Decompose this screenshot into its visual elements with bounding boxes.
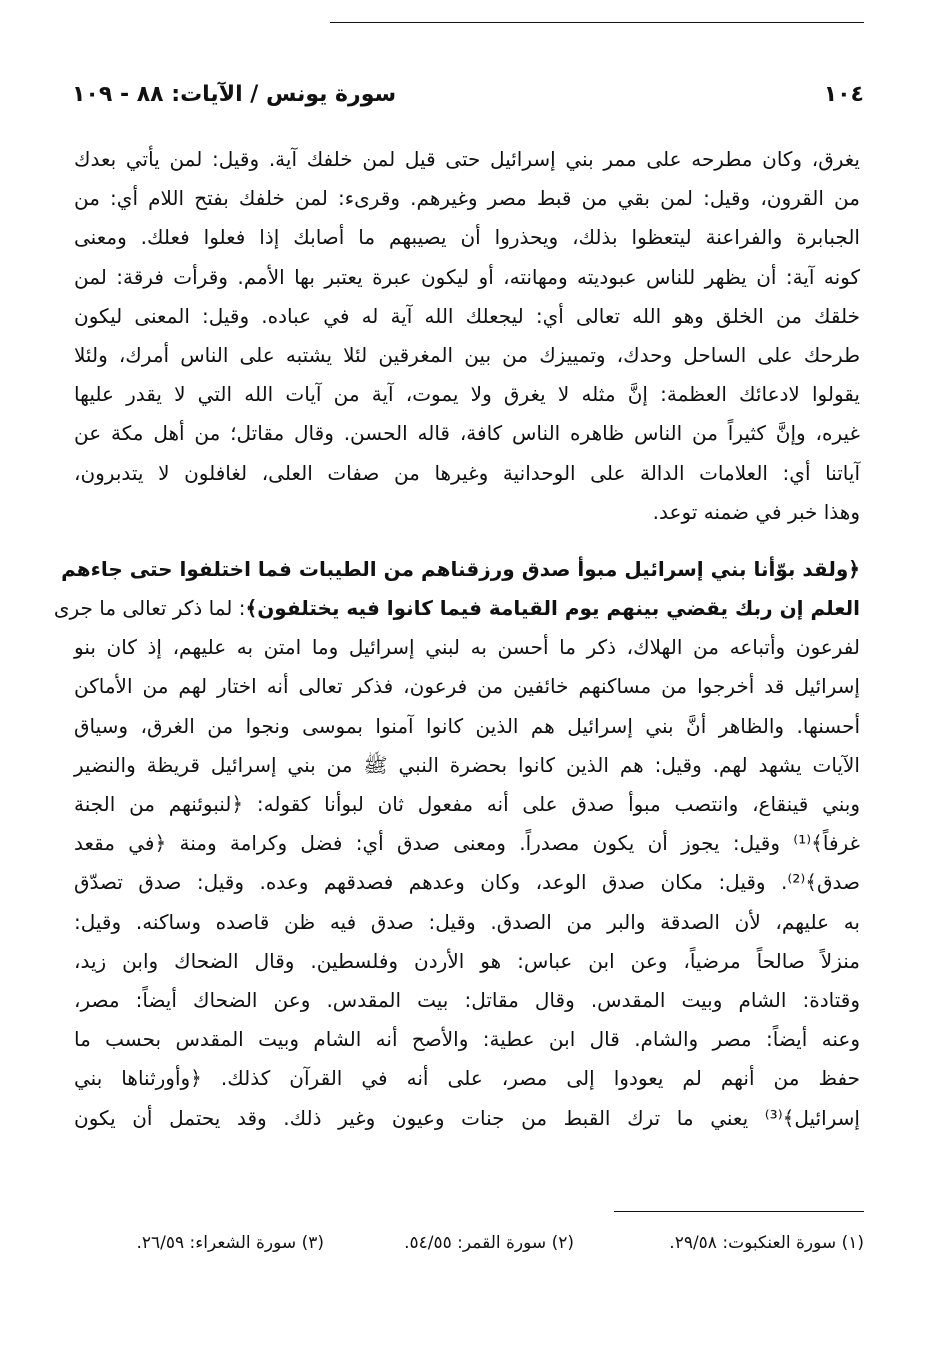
text-line: طرحك على الساحل وحدك، وتمييزك من بين المغرقين لئلا يشتبه على الناس أمرك، ولئلا bbox=[74, 342, 860, 367]
text-line: إسرائيل﴾⁽³⁾ يعني ما ترك القبط من جنات وعيون وغير ذلك. وقد يحتمل أن يكون bbox=[74, 1105, 860, 1130]
text-line: وبني قينقاع، وانتصب مبوأ صدق على أنه مفعول ثان لبوأنا كقوله: ﴿لنبوئنهم من الجنة bbox=[74, 792, 860, 816]
running-header bbox=[72, 82, 864, 116]
footnotes bbox=[90, 1233, 864, 1263]
text-line: وقتادة: الشام وبيت المقدس. وقال مقاتل: بيت المقدس. وعن الضحاك أيضاً: مصر، bbox=[74, 987, 860, 1012]
text-line: وعنه أيضاً: مصر والشام. قال ابن عطية: والأصح أنه الشام وبيت المقدس بحسب ما bbox=[74, 1027, 860, 1052]
text-line: منزلاً صالحاً مرضياً، وعن ابن عباس: هو الأردن وفلسطين. وقال الضحاك وابن زيد، bbox=[74, 948, 860, 973]
running-title: سورة يونس / الآيات: ٨٨ - ١٠٩ bbox=[72, 82, 397, 107]
text-line: يغرق، وكان مطرحه على ممر بني إسرائيل حتى قيل لمن خلفك آية. وقيل: لمن يأتي بعدك bbox=[74, 147, 860, 171]
text-line: آياتنا أي: العلامات الدالة على الوحدانية وغيرها من صفات العلى، لغافلون لا يتدبرون، bbox=[74, 460, 860, 485]
text-line: به عليهم، لأن الصدقة والبر من الصدق. وقيل: صدق فيه ظن قاصده وساكنه. وقيل: bbox=[74, 909, 860, 934]
text-line: من القرون، وقيل: لمن بقي من قبط مصر وغيرهم. وقرىء: لمن خلفك بفتح اللام أي: من bbox=[74, 186, 860, 211]
main-text bbox=[53, 140, 860, 1138]
text-line: يقولوا لادعائك العظمة: إنَّ مثله لا يغرق ولا يموت، آية من آيات الله التي لا يقدر عليها bbox=[74, 382, 860, 407]
text-line: لفرعون وأتباعه من الهلاك، ذكر ما أحسن به لبني إسرائيل وما امتن به عليهم، إذ كان بنو bbox=[74, 635, 860, 660]
footnote-1: (١) سورة العنكبوت: ٢٩/٥٨. bbox=[669, 1233, 864, 1253]
text-line: أحسنها. والظاهر أنَّ بني إسرائيل هم الذين كانوا آمنوا بموسى ونجوا من الغرق، وسياق bbox=[74, 713, 860, 738]
footnote-2: (٢) سورة القمر: ٥٤/٥٥. bbox=[404, 1233, 574, 1253]
page-number: ١٠٤ bbox=[823, 82, 864, 107]
text-line: كونه آية: أن يظهر للناس عبوديته ومهانته، أو ليكون عبرة يعتبر بها الأمم. وقرأت فرقة: لمن bbox=[74, 264, 860, 289]
header-rule bbox=[330, 22, 864, 23]
footnote-rule bbox=[614, 1211, 864, 1212]
text-line: حفظ من أنهم لم يعودوا إلى مصر، على أنه في القرآن كذلك. ﴿وأورثناها بني bbox=[74, 1066, 860, 1091]
text-line: الآيات يشهد لهم. وقيل: هم الذين كانوا بحضرة النبي ﷺ من بني إسرائيل قريظة والنضير bbox=[74, 752, 860, 777]
text-line: صدق﴾⁽²⁾. وقيل: مكان صدق الوعد، وكان وعدهم فصدقهم وعده. وقيل: صدق تصدّق bbox=[74, 870, 860, 895]
footnote-3: (٣) سورة الشعراء: ٢٦/٥٩. bbox=[136, 1233, 324, 1253]
verse-line: ﴿ولقد بوّأنا بني إسرائيل مبوأ صدق ورزقناهم من الطيبات فما اختلفوا حتى جاءهم bbox=[61, 556, 860, 581]
text-line: غيره، وإنَّ كثيراً من الناس ظاهره الناس كافة، قاله الحسن. وقال مقاتل؛ من أهل مكة عن bbox=[74, 421, 860, 446]
text-line: إسرائيل قد أخرجوا من مساكنهم خائفين من فرعون، فذكر تعالى أنه اختار لهم من الأماكن bbox=[74, 674, 860, 699]
verse-line-2 bbox=[53, 589, 860, 628]
text-line: وهذا خبر في ضمنه توعد. bbox=[652, 499, 860, 524]
paragraph-gap bbox=[74, 532, 860, 550]
verse-text: العلم إن ربك يقضي بينهم يوم القيامة فيما كانوا فيه يختلفون﴾ bbox=[245, 596, 860, 621]
commentary-text: : لما ذكر تعالى ما جرى bbox=[53, 596, 246, 621]
text-line: غرفاً﴾⁽¹⁾ وقيل: يجوز أن يكون مصدراً. ومعنى صدق أي: فضل وكرامة ومنة ﴿في مقعد bbox=[74, 831, 860, 856]
text-line: الجبابرة والفراعنة ليتعظوا بذلك، ويحذروا أن يصيبهم ما أصابك إذا فعلوا فعلك. ومعنى bbox=[74, 225, 860, 250]
text-line: خلقك من الخلق وهو الله تعالى أي: ليجعلك الله آية له في عباده. وقيل: المعنى ليكون bbox=[74, 303, 860, 328]
